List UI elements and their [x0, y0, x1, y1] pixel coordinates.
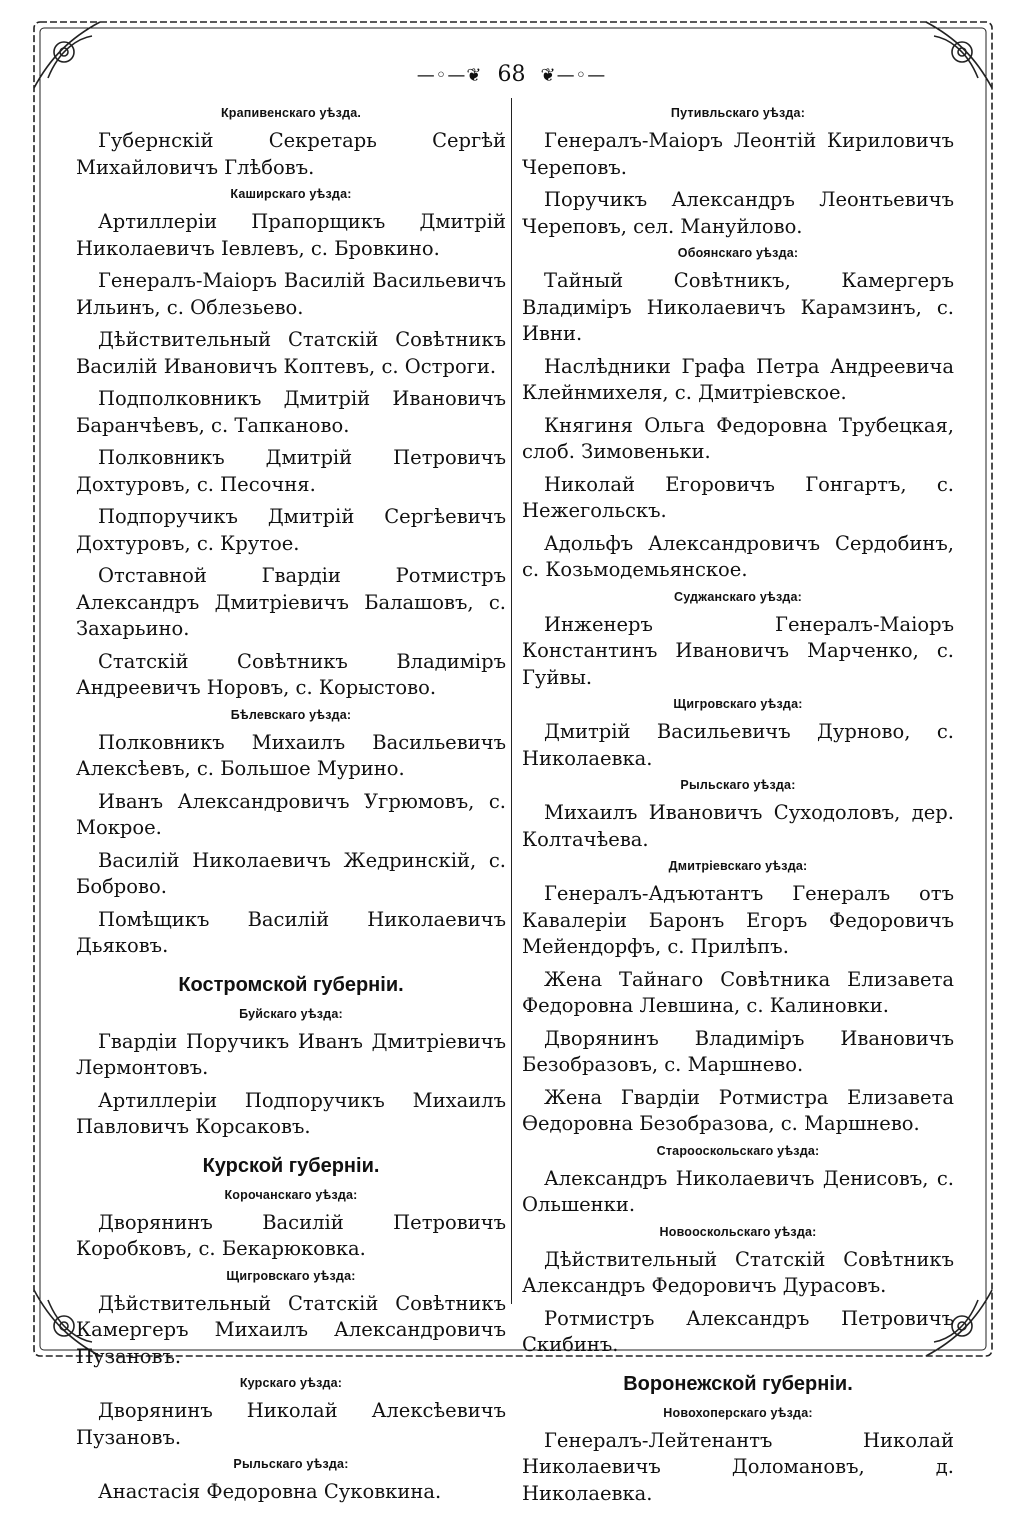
list-item: Инженеръ Генералъ-Маіоръ Константинъ Ивановичъ Марченко, с. Гуйвы. — [522, 612, 954, 689]
district-heading: Корочанскаго уѣзда: — [224, 1187, 358, 1202]
list-item: Дмитрій Васильевичъ Дурново, с. Николаевка. — [522, 720, 954, 770]
list-item: Дворянинъ Николай Алексѣевичъ Пузановъ. — [76, 1399, 506, 1449]
list-item: Артиллеріи Подпоручикъ Михаилъ Павловичъ Корсаковъ. — [76, 1088, 506, 1138]
list-item: Александръ Николаевичъ Денисовъ, с. Ольшенки. — [522, 1166, 954, 1216]
list-item: Анастасія Федоровна Суковкина. — [98, 1480, 442, 1503]
district-heading: Крапивенскаго уѣзда. — [220, 106, 362, 120]
page-header — [0, 62, 1023, 87]
district-heading: Курскаго уѣзда: — [239, 1376, 343, 1390]
province-heading: Курской губерніи. — [202, 1154, 380, 1177]
list-item: Генералъ-Лейтенантъ Николай Николаевичъ Доломановъ, д. Николаевка. — [522, 1428, 954, 1505]
list-item: Дѣйствительный Статскій Совѣтникъ Василій Ивановичъ Коптевъ, с. Остроги. — [76, 328, 506, 378]
district-heading: Путивльскаго уѣзда: — [670, 106, 806, 120]
district-heading: Обоянскаго уѣзда: — [677, 246, 799, 260]
list-item: Наслѣдники Графа Петра Андреевича Клейнмихеля, с. Дмитріевское. — [522, 354, 954, 404]
district-heading: Новооскольскаго уѣзда: — [659, 1224, 817, 1239]
left-column — [76, 102, 506, 1512]
district-heading: Дмитріевскаго уѣзда: — [668, 859, 808, 873]
list-item: Помѣщикъ Василій Николаевичъ Дьяковъ. — [76, 907, 506, 957]
list-item: Василій Николаевичъ Жедринскій, с. Боброво. — [76, 848, 506, 898]
province-heading: Костромской губерніи. — [178, 973, 404, 996]
list-item: Полковникъ Михаилъ Васильевичъ Алексѣевъ, с. Большое Мурино. — [76, 730, 506, 780]
right-column — [522, 102, 954, 1513]
list-item: Жена Тайнаго Совѣтника Елизавета Федоровна Левшина, с. Калиновки. — [522, 967, 954, 1017]
list-item: Подпоручикъ Дмитрій Сергѣевичъ Дохтуровъ, с. Крутое. — [76, 505, 506, 555]
list-item: Генералъ-Маіоръ Леонтій Кириловичъ Череповъ. — [522, 129, 954, 179]
list-item: Адольфъ Александровичъ Сердобинъ, с. Козьмодемьянское. — [522, 531, 954, 581]
district-heading: Щигровскаго уѣзда: — [673, 697, 803, 711]
list-item: Ротмистръ Александръ Петровичъ Скибинъ. — [522, 1306, 954, 1356]
list-item: Дворянинъ Василій Петровичъ Коробковъ, с. Бекарюковка. — [76, 1210, 506, 1260]
list-item: Подполковникъ Дмитрій Ивановичъ Баранчѣевъ, с. Тапканово. — [76, 387, 506, 437]
district-heading: Новохоперскаго уѣзда: — [663, 1405, 813, 1420]
list-item: Тайный Совѣтникъ, Камергеръ Владиміръ Николаевичъ Карамзинъ, с. Ивни. — [522, 269, 954, 345]
list-item: Иванъ Александровичъ Угрюмовъ, с. Мокрое. — [76, 789, 506, 839]
list-item: Губернскій Секретарь Сергѣй Михайловичъ Глѣбовъ. — [76, 129, 506, 179]
list-item: Отставной Гвардіи Ротмистръ Александръ Дмитріевичъ Балашовъ, с. Захарьино. — [76, 564, 506, 640]
column-divider — [511, 98, 512, 1304]
district-heading: Буйскаго уѣзда: — [239, 1006, 343, 1021]
list-item: Жена Гвардіи Ротмистра Елизавета Ѳедоровна Безобразова, с. Маршнево. — [522, 1085, 954, 1135]
list-item: Полковникъ Дмитрій Петровичъ Дохтуровъ, с. Песочня. — [76, 446, 506, 496]
province-heading: Воронежской губерніи. — [623, 1372, 853, 1395]
page-number: 68 — [497, 62, 526, 87]
district-heading: Щигровскаго уѣзда: — [226, 1268, 356, 1283]
district-heading: Рыльскаго уѣзда: — [680, 778, 796, 792]
list-item: Михаилъ Ивановичъ Суходоловъ, дер. Колтачѣева. — [522, 801, 954, 851]
list-item: Поручикъ Александръ Леонтьевичъ Череповъ, сел. Мануйлово. — [522, 188, 954, 238]
list-item: Генералъ-Маіоръ Василій Васильевичъ Ильинъ, с. Облезьево. — [76, 269, 506, 319]
list-item: Артиллеріи Прапорщикъ Дмитрій Николаевичъ Іевлевъ, с. Бровкино. — [76, 210, 506, 260]
list-item: Княгиня Ольга Федоровна Трубецкая, слоб. Зимовеньки. — [522, 413, 954, 463]
district-heading: Каширскаго уѣзда: — [230, 187, 352, 201]
header-ornament-left-icon: —◦—❦ — [416, 65, 483, 86]
list-item: Дѣйствительный Статскій Совѣтникъ Александръ Федоровичъ Дурасовъ. — [522, 1247, 954, 1297]
district-heading: Бѣлевскаго уѣзда: — [230, 707, 352, 722]
list-item: Дѣйствительный Статскій Совѣтникъ Камергеръ Михаилъ Александровичъ Пузановъ. — [76, 1291, 506, 1368]
list-item: Статскій Совѣтникъ Владиміръ Андреевичъ Норовъ, с. Корыстово. — [76, 649, 506, 699]
district-heading: Рыльскаго уѣзда: — [233, 1457, 349, 1471]
district-heading: Суджанскаго уѣзда: — [673, 589, 803, 604]
list-item: Гвардіи Поручикъ Иванъ Дмитріевичъ Лермонтовъ. — [76, 1029, 506, 1079]
district-heading: Старооскольскаго уѣзда: — [656, 1143, 820, 1158]
header-ornament-right-icon: ❦—◦— — [540, 65, 607, 86]
list-item: Дворянинъ Владиміръ Ивановичъ Безобразовъ, с. Маршнево. — [522, 1026, 954, 1076]
list-item: Николай Егоровичъ Гонгартъ, с. Нежегольскъ. — [522, 472, 954, 522]
list-item: Генералъ-Адъютантъ Генералъ отъ Кавалеріи Баронъ Егоръ Федоровичъ Мейендорфъ, с. Прилѣпъ. — [522, 882, 954, 958]
